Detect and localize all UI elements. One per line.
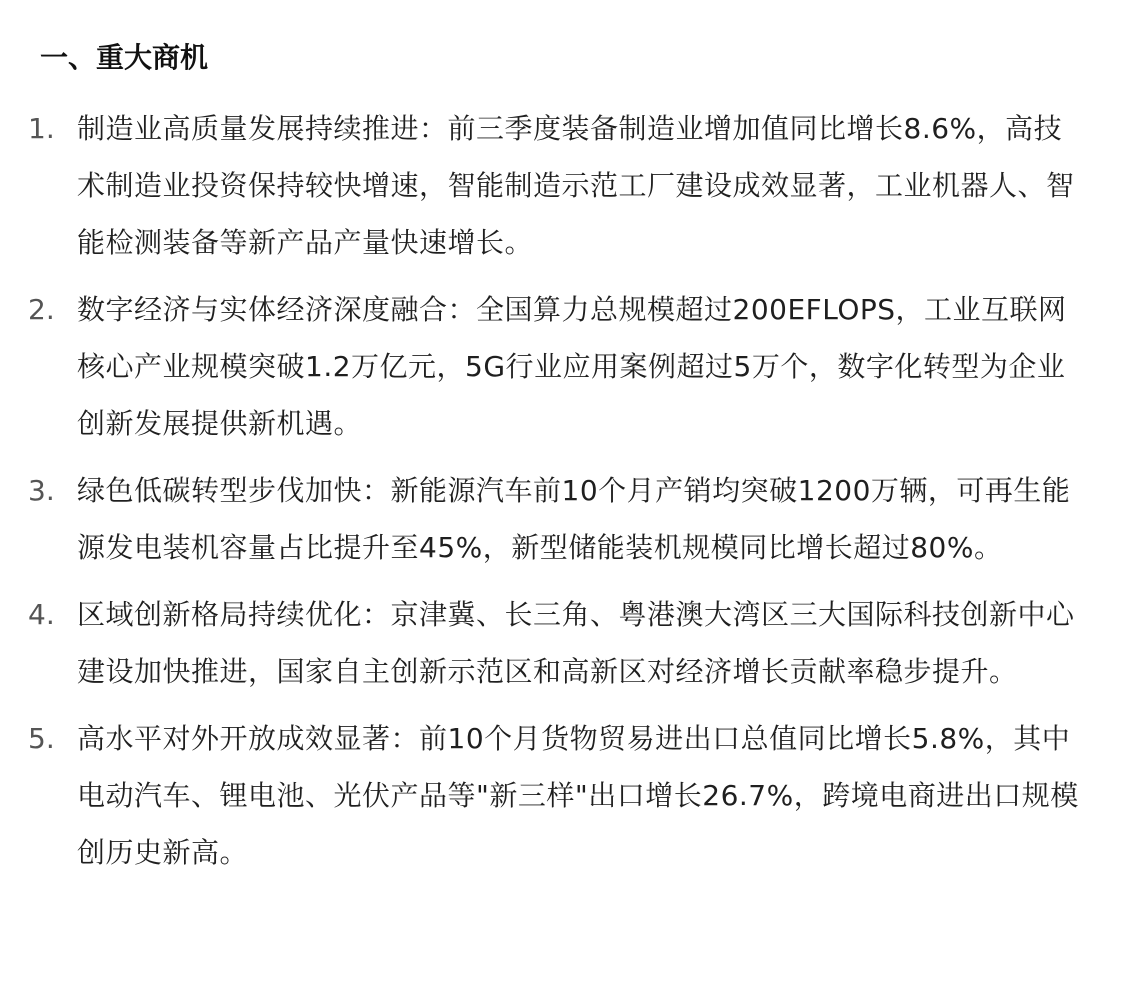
list-item-number: 4.: [28, 598, 55, 631]
list-item-text: 绿色低碳转型步伐加快：新能源汽车前10个月产销均突破1200万辆，可再生能源发电装机容量占比提升至45%，新型储能装机规模同比增长超过80%。: [77, 474, 1071, 564]
opportunity-list: [0, 100, 1130, 891]
list-item-text: 数字经济与实体经济深度融合：全国算力总规模超过200EFLOPS，工业互联网核心产业规模突破1.2万亿元，5G行业应用案例超过5万个，数字化转型为企业创新发展提供新机遇。: [77, 293, 1067, 440]
section-heading: 一、重大商机: [40, 41, 209, 74]
list-item: [0, 281, 1130, 452]
list-item: [0, 462, 1130, 576]
list-item-text: 区域创新格局持续优化：京津冀、长三角、粤港澳大湾区三大国际科技创新中心建设加快推进，国家自主创新示范区和高新区对经济增长贡献率稳步提升。: [77, 598, 1075, 688]
list-item: [0, 100, 1130, 271]
list-item: [0, 710, 1130, 881]
list-item-number: 1.: [28, 112, 55, 145]
list-item-number: 5.: [28, 722, 55, 755]
list-item: [0, 586, 1130, 700]
list-item-number: 3.: [28, 474, 55, 507]
list-item-text: 制造业高质量发展持续推进：前三季度装备制造业增加值同比增长8.6%，高技术制造业投资保持较快增速，智能制造示范工厂建设成效显著，工业机器人、智能检测装备等新产品产量快速增长。: [77, 112, 1075, 259]
list-item-text: 高水平对外开放成效显著：前10个月货物贸易进出口总值同比增长5.8%，其中电动汽车、锂电池、光伏产品等"新三样"出口增长26.7%，跨境电商进出口规模创历史新高。: [77, 722, 1079, 869]
list-item-number: 2.: [28, 293, 55, 326]
